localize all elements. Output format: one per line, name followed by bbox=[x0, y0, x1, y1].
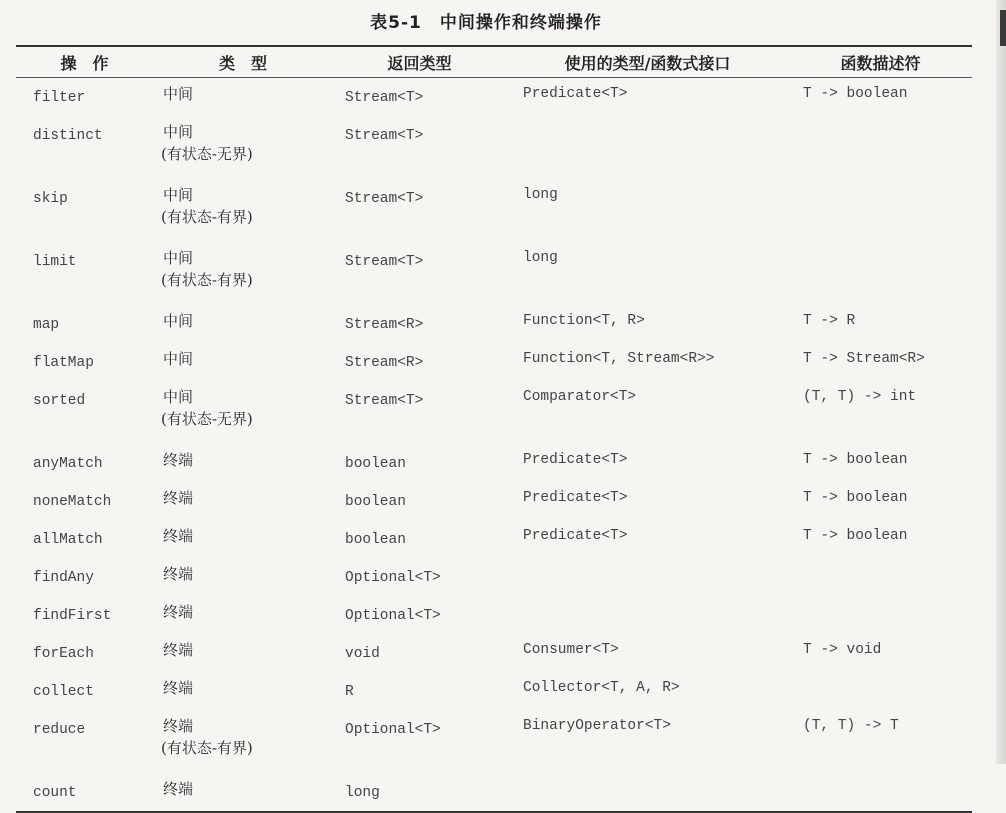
type-cell bbox=[153, 343, 333, 381]
operation-cell bbox=[16, 520, 153, 558]
type-cell bbox=[153, 179, 333, 242]
return-type-cell bbox=[333, 520, 506, 558]
header-functional-interface: 使用的类型/函数式接口 bbox=[564, 53, 731, 73]
interface-cell bbox=[506, 381, 789, 444]
table-caption bbox=[0, 8, 972, 33]
type-cell-text: 终端 bbox=[163, 565, 194, 583]
type-cell bbox=[153, 596, 333, 634]
descriptor-cell bbox=[789, 558, 972, 596]
header-return-type: 返回类型 bbox=[387, 53, 452, 73]
return-type-cell bbox=[333, 116, 506, 179]
table-row bbox=[16, 596, 972, 634]
operation-cell bbox=[16, 343, 153, 381]
return-type-cell-text: Stream<T> bbox=[345, 90, 424, 106]
operation-cell-text: anyMatch bbox=[33, 456, 103, 472]
return-type-cell-text: void bbox=[345, 646, 380, 662]
interface-cell bbox=[506, 482, 789, 520]
type-note: (有状态-无界) bbox=[161, 410, 253, 428]
interface-cell-text: Collector<T, A, R> bbox=[523, 680, 680, 696]
descriptor-cell bbox=[789, 242, 972, 305]
operation-cell-text: sorted bbox=[33, 393, 86, 409]
table-row bbox=[16, 343, 972, 381]
type-cell bbox=[153, 242, 333, 305]
table-row bbox=[16, 520, 972, 558]
type-cell-text: 中间 bbox=[163, 249, 194, 267]
interface-cell-text: Function<T, R> bbox=[523, 313, 645, 329]
interface-cell bbox=[506, 672, 789, 710]
descriptor-cell-text: T -> void bbox=[803, 642, 882, 658]
operation-cell-text: filter bbox=[33, 90, 86, 106]
type-cell-text: 终端 bbox=[163, 603, 194, 621]
return-type-cell bbox=[333, 596, 506, 634]
header-type: 类 型 bbox=[218, 53, 267, 73]
type-cell bbox=[153, 482, 333, 520]
table-body bbox=[16, 78, 972, 813]
type-note: (有状态-有界) bbox=[161, 208, 253, 226]
return-type-cell-text: Stream<R> bbox=[345, 317, 424, 333]
operation-cell bbox=[16, 634, 153, 672]
return-type-cell-text: boolean bbox=[345, 532, 406, 548]
interface-cell-text: Function<T, Stream<R>> bbox=[523, 351, 715, 367]
operation-cell bbox=[16, 179, 153, 242]
interface-cell bbox=[506, 343, 789, 381]
descriptor-cell bbox=[789, 116, 972, 179]
type-cell-text: 终端 bbox=[163, 679, 194, 697]
return-type-cell-text: long bbox=[345, 785, 380, 801]
return-type-cell-text: Optional<T> bbox=[345, 570, 441, 586]
type-cell-text: 中间 bbox=[163, 85, 194, 103]
operation-cell bbox=[16, 482, 153, 520]
interface-cell bbox=[506, 78, 789, 117]
interface-cell-text: long bbox=[523, 187, 558, 203]
interface-cell-text: Predicate<T> bbox=[523, 86, 628, 102]
type-cell bbox=[153, 78, 333, 117]
return-type-cell bbox=[333, 343, 506, 381]
return-type-cell-text: Stream<T> bbox=[345, 128, 424, 144]
interface-cell bbox=[506, 444, 789, 482]
type-cell bbox=[153, 672, 333, 710]
interface-cell bbox=[506, 596, 789, 634]
return-type-cell bbox=[333, 558, 506, 596]
type-cell-text: 中间 bbox=[163, 186, 194, 204]
operation-cell-text: count bbox=[33, 785, 77, 801]
table-row bbox=[16, 444, 972, 482]
return-type-cell-text: Stream<T> bbox=[345, 191, 424, 207]
interface-cell bbox=[506, 305, 789, 343]
operation-cell bbox=[16, 242, 153, 305]
type-cell-text: 中间 bbox=[163, 123, 194, 141]
type-note: (有状态-有界) bbox=[161, 271, 253, 289]
type-cell bbox=[153, 444, 333, 482]
page-edge bbox=[996, 0, 1006, 764]
type-cell-text: 终端 bbox=[163, 780, 194, 798]
type-cell-text: 中间 bbox=[163, 388, 194, 406]
operation-cell-text: map bbox=[33, 317, 60, 333]
interface-cell-text: Predicate<T> bbox=[523, 528, 628, 544]
return-type-cell bbox=[333, 672, 506, 710]
table-row bbox=[16, 179, 972, 242]
table-row bbox=[16, 242, 972, 305]
return-type-cell-text: R bbox=[345, 684, 354, 700]
interface-cell-text: Predicate<T> bbox=[523, 452, 628, 468]
table-header-row bbox=[16, 46, 972, 78]
type-cell bbox=[153, 381, 333, 444]
type-cell-text: 中间 bbox=[163, 350, 194, 368]
operation-cell-text: forEach bbox=[33, 646, 94, 662]
descriptor-cell bbox=[789, 444, 972, 482]
interface-cell bbox=[506, 558, 789, 596]
operation-cell-text: allMatch bbox=[33, 532, 103, 548]
operation-cell bbox=[16, 305, 153, 343]
type-cell-text: 终端 bbox=[163, 527, 194, 545]
return-type-cell-text: boolean bbox=[345, 494, 406, 510]
header-function-descriptor: 函数描述符 bbox=[840, 53, 921, 73]
operation-cell bbox=[16, 381, 153, 444]
return-type-cell bbox=[333, 305, 506, 343]
type-note: (有状态-无界) bbox=[161, 145, 253, 163]
type-cell-text: 中间 bbox=[163, 312, 194, 330]
return-type-cell bbox=[333, 634, 506, 672]
operation-cell bbox=[16, 558, 153, 596]
table-row bbox=[16, 773, 972, 812]
table-row bbox=[16, 78, 972, 117]
descriptor-cell bbox=[789, 596, 972, 634]
operation-cell-text: findFirst bbox=[33, 608, 112, 624]
return-type-cell-text: Stream<R> bbox=[345, 355, 424, 371]
interface-cell bbox=[506, 179, 789, 242]
operation-cell bbox=[16, 773, 153, 812]
type-cell-text: 终端 bbox=[163, 451, 194, 469]
operation-cell-text: skip bbox=[33, 191, 68, 207]
operation-cell bbox=[16, 78, 153, 117]
descriptor-cell bbox=[789, 179, 972, 242]
type-note: (有状态-有界) bbox=[161, 739, 253, 757]
type-cell-text: 终端 bbox=[163, 717, 194, 735]
operation-cell-text: distinct bbox=[33, 128, 103, 144]
interface-cell-text: Predicate<T> bbox=[523, 490, 628, 506]
interface-cell-text: Consumer<T> bbox=[523, 642, 619, 658]
table-row bbox=[16, 672, 972, 710]
descriptor-cell-text: T -> boolean bbox=[803, 86, 908, 102]
return-type-cell-text: boolean bbox=[345, 456, 406, 472]
table-row bbox=[16, 634, 972, 672]
operation-cell-text: flatMap bbox=[33, 355, 94, 371]
operations-table bbox=[16, 45, 972, 813]
descriptor-cell-text: T -> boolean bbox=[803, 490, 908, 506]
operation-cell-text: collect bbox=[33, 684, 94, 700]
descriptor-cell-text: T -> Stream<R> bbox=[803, 351, 925, 367]
table-title: 中间操作和终端操作 bbox=[439, 13, 602, 33]
table-row bbox=[16, 558, 972, 596]
return-type-cell bbox=[333, 773, 506, 812]
descriptor-cell bbox=[789, 672, 972, 710]
table-row bbox=[16, 116, 972, 179]
operation-cell bbox=[16, 672, 153, 710]
descriptor-cell bbox=[789, 381, 972, 444]
return-type-cell bbox=[333, 179, 506, 242]
return-type-cell bbox=[333, 242, 506, 305]
descriptor-cell-text: T -> boolean bbox=[803, 452, 908, 468]
type-cell bbox=[153, 558, 333, 596]
return-type-cell-text: Optional<T> bbox=[345, 608, 441, 624]
descriptor-cell-text: (T, T) -> T bbox=[803, 718, 899, 734]
type-cell-text: 终端 bbox=[163, 641, 194, 659]
descriptor-cell bbox=[789, 773, 972, 812]
return-type-cell bbox=[333, 482, 506, 520]
descriptor-cell-text: T -> R bbox=[803, 313, 856, 329]
descriptor-cell bbox=[789, 482, 972, 520]
descriptor-cell-text: T -> boolean bbox=[803, 528, 908, 544]
return-type-cell-text: Stream<T> bbox=[345, 254, 424, 270]
operation-cell bbox=[16, 444, 153, 482]
type-cell bbox=[153, 305, 333, 343]
interface-cell bbox=[506, 242, 789, 305]
return-type-cell-text: Stream<T> bbox=[345, 393, 424, 409]
table-row bbox=[16, 482, 972, 520]
interface-cell bbox=[506, 520, 789, 558]
descriptor-cell-text: (T, T) -> int bbox=[803, 389, 917, 405]
operation-cell bbox=[16, 116, 153, 179]
interface-cell bbox=[506, 116, 789, 179]
interface-cell-text: BinaryOperator<T> bbox=[523, 718, 671, 734]
type-cell bbox=[153, 634, 333, 672]
return-type-cell bbox=[333, 381, 506, 444]
table-row bbox=[16, 381, 972, 444]
page-edge-mark bbox=[1000, 10, 1006, 46]
type-cell bbox=[153, 773, 333, 812]
descriptor-cell bbox=[789, 305, 972, 343]
type-cell bbox=[153, 116, 333, 179]
interface-cell bbox=[506, 773, 789, 812]
interface-cell bbox=[506, 634, 789, 672]
return-type-cell-text: Optional<T> bbox=[345, 722, 441, 738]
table-number: 表5-1 bbox=[370, 13, 422, 33]
operation-cell-text: noneMatch bbox=[33, 494, 112, 510]
operation-cell-text: limit bbox=[33, 254, 77, 270]
descriptor-cell bbox=[789, 78, 972, 117]
interface-cell-text: Comparator<T> bbox=[523, 389, 637, 405]
operation-cell-text: findAny bbox=[33, 570, 94, 586]
interface-cell-text: long bbox=[523, 250, 558, 266]
descriptor-cell bbox=[789, 634, 972, 672]
operation-cell bbox=[16, 596, 153, 634]
table-row bbox=[16, 305, 972, 343]
type-cell bbox=[153, 520, 333, 558]
descriptor-cell bbox=[789, 343, 972, 381]
return-type-cell bbox=[333, 444, 506, 482]
type-cell-text: 终端 bbox=[163, 489, 194, 507]
descriptor-cell bbox=[789, 520, 972, 558]
header-operation: 操 作 bbox=[60, 53, 109, 73]
return-type-cell bbox=[333, 78, 506, 117]
operation-cell-text: reduce bbox=[33, 722, 86, 738]
